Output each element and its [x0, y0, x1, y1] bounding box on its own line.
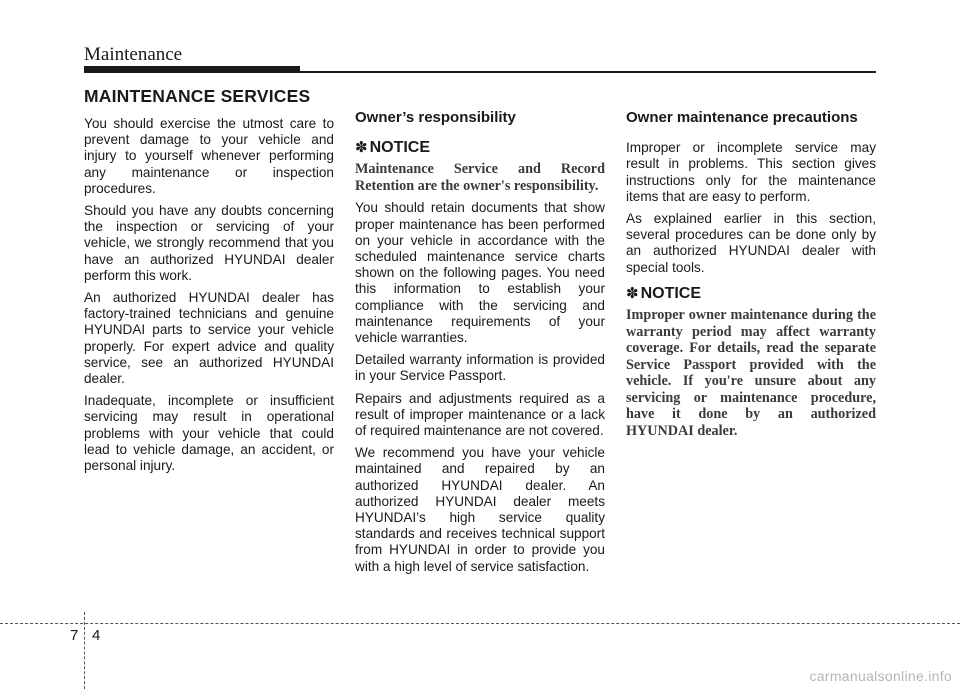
section-title: MAINTENANCE SERVICES — [84, 86, 311, 106]
responsibility-paragraph: You should retain documents that show proper maintenance has been performed on your vehicle in accordance with the scheduled maintenance service charts shown on the following pages. You need this information to establish your compliance with the servicing and maintenance requirements of your vehicle warranties. — [355, 200, 605, 346]
notice-label: NOTICE — [369, 139, 431, 157]
page-header-title: Maintenance — [84, 44, 183, 65]
intro-paragraph: An authorized HYUNDAI dealer has factory-trained technicians and genuine HYUNDAI parts to service your vehicle properly. For expert advice and quality service, see an authorized HYUNDAI dealer. — [84, 290, 334, 387]
header-rule-thick — [84, 66, 300, 73]
responsibility-paragraph: Repairs and adjustments required as a result of improper maintenance or a lack of required maintenance are not covered. — [355, 390, 605, 439]
notice-star-icon: ✽ — [626, 284, 639, 302]
notice-star-icon: ✽ — [355, 139, 368, 157]
responsibility-paragraph: Detailed warranty information is provided in your Service Passport. — [355, 352, 605, 384]
column-intro — [84, 116, 334, 480]
intro-paragraph: Inadequate, incomplete or insufficient servicing may result in operational problems with your vehicle that could lead to vehicle damage, an accident, or personal injury. — [84, 393, 334, 474]
column-owner-precautions — [626, 110, 876, 445]
notice-text: Improper owner maintenance during the warranty period may affect warranty coverage. For details, read the separate Service Passport provided with the vehicle. If you're unsure about any servicing or maintenance procedure, have it done by an authorized HYUNDAI dealer. — [626, 307, 876, 439]
notice-label: NOTICE — [640, 284, 702, 302]
responsibility-paragraph: We recommend you have your vehicle maintained and repaired by an authorized HYUNDAI dealer. An authorized HYUNDAI dealer meets HYUNDAI’s high service quality standards and receives technical support from HYUNDAI in order to provide you with a high level of service satisfaction. — [355, 445, 605, 574]
column-owner-responsibility — [355, 110, 605, 581]
notice-text: Maintenance Service and Record Retention are the owner's responsibility. — [355, 161, 605, 194]
owner-precautions-heading: Owner maintenance precautions — [626, 109, 858, 126]
precautions-paragraph: As explained earlier in this section, several procedures can be done only by an authorized HYUNDAI dealer with special tools. — [626, 211, 876, 275]
intro-paragraph: You should exercise the utmost care to prevent damage to your vehicle and injury to yourself whenever performing any maintenance or inspection procedures. — [84, 116, 334, 196]
precautions-paragraph: Improper or incomplete service may result in problems. This section gives instructions only for the maintenance items that are easy to perform. — [626, 140, 876, 204]
page-number: 4 — [92, 627, 101, 644]
owner-responsibility-heading: Owner’s responsibility — [355, 109, 516, 126]
header-rule-thin — [300, 71, 876, 73]
footer-dashed-rule — [0, 623, 960, 624]
page-chapter-number: 7 — [70, 627, 79, 644]
watermark-text: carmanualsonline.info — [809, 668, 952, 684]
footer-dashed-divider — [84, 612, 85, 689]
notice-heading — [626, 286, 876, 302]
notice-heading — [355, 140, 605, 156]
intro-paragraph: Should you have any doubts concerning the inspection or servicing of your vehicle, we strongly recommend that you have an authorized HYUNDAI dealer perform this work. — [84, 203, 334, 283]
